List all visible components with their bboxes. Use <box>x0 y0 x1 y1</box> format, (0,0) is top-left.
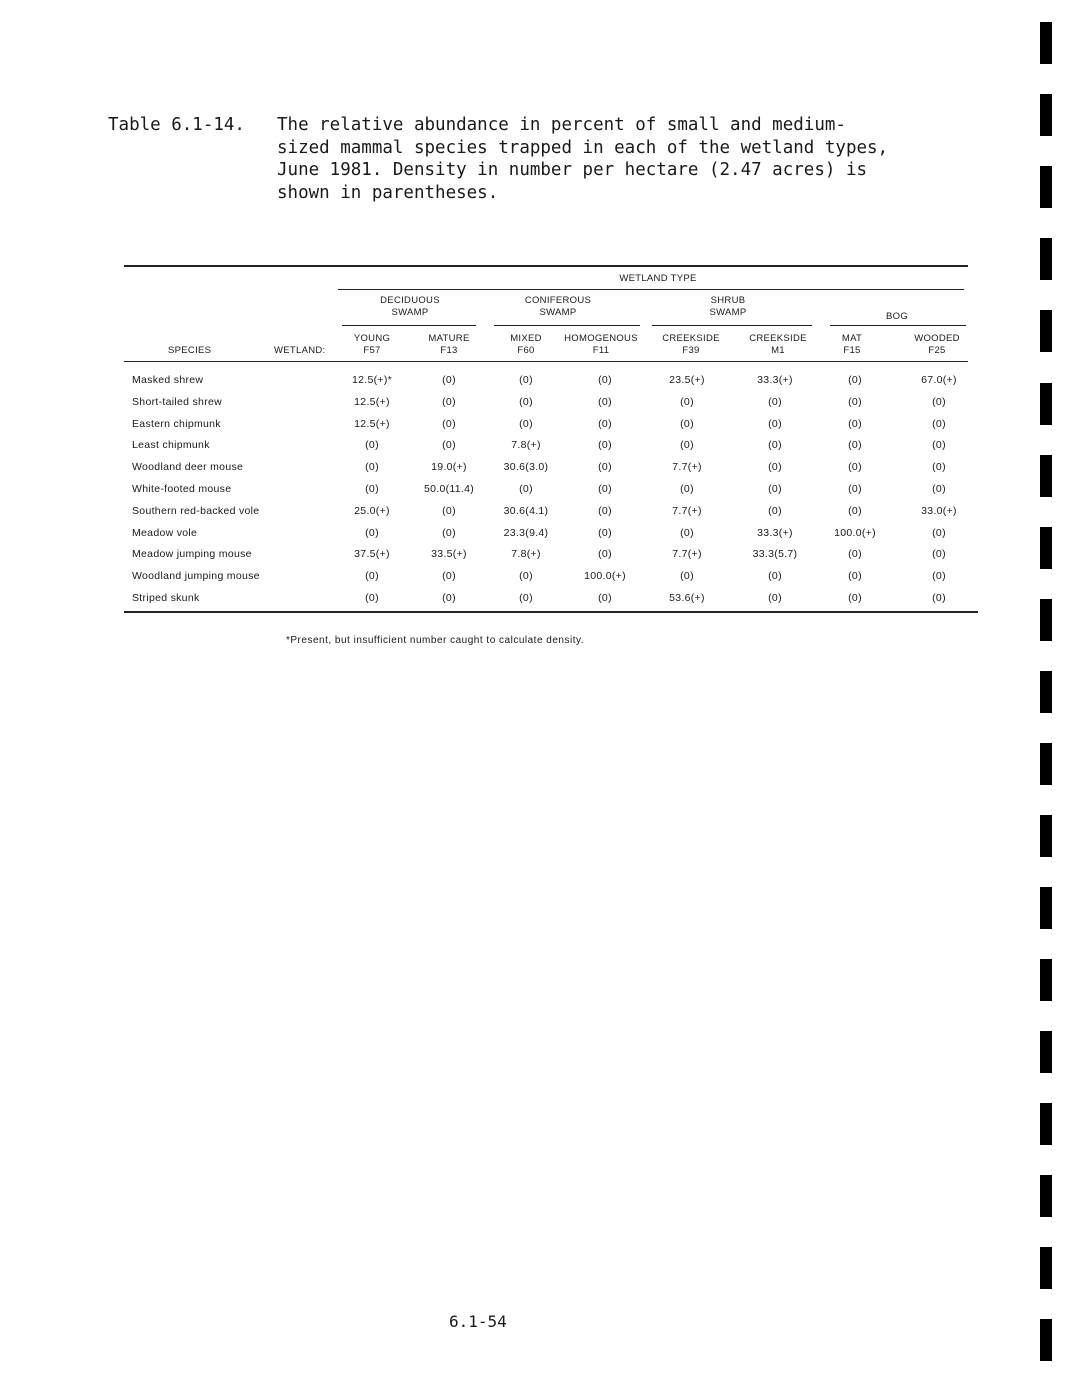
binder-mark <box>1040 815 1052 857</box>
table-cell: (0) <box>848 504 862 517</box>
table-row <box>0 592 1069 613</box>
table-cell: (0) <box>768 570 782 583</box>
table-cell: 19.0(+) <box>431 461 467 474</box>
column-header: CREEKSIDE F39 <box>662 333 720 356</box>
table-cell: 50.0(11.4) <box>423 483 475 495</box>
table-cell: 12.5(+) <box>354 417 390 430</box>
table-cell: (0) <box>519 483 533 495</box>
table-cell: 25.0(+) <box>354 504 390 517</box>
table-cell: (0) <box>768 439 782 452</box>
table-cell: (0) <box>598 592 612 604</box>
wetland-header: WETLAND: <box>274 345 326 356</box>
table-row <box>0 483 1069 504</box>
table-row <box>0 570 1069 591</box>
table-cell: (0) <box>932 417 946 430</box>
caption-line: The relative abundance in percent of small and medium- <box>277 115 846 135</box>
table-cell: (0) <box>768 592 782 604</box>
binder-mark <box>1040 166 1052 208</box>
table-cell: 67.0(+) <box>921 374 957 386</box>
species-name: Southern red-backed vole <box>132 504 260 517</box>
table-cell: (0) <box>848 417 862 430</box>
binder-mark <box>1040 1247 1052 1289</box>
table-cell: (0) <box>848 395 862 408</box>
header-rule <box>124 361 968 362</box>
group-header-deciduous: DECIDUOUS SWAMP <box>380 295 440 318</box>
table-cell: (0) <box>932 526 946 539</box>
binder-mark <box>1040 22 1052 64</box>
table-cell: (0) <box>768 504 782 517</box>
table-cell: 30.6(4.1) <box>503 504 549 517</box>
table-cell: (0) <box>680 395 694 408</box>
species-name: Meadow vole <box>132 526 198 539</box>
column-header: CREEKSIDE M1 <box>749 333 807 356</box>
table-row <box>0 505 1069 526</box>
table-cell: 7.8(+) <box>511 548 541 561</box>
group-rule <box>342 325 476 326</box>
caption-line: shown in parentheses. <box>277 182 499 203</box>
table-cell: (0) <box>680 570 694 583</box>
table-cell: 33.3(+) <box>757 374 793 386</box>
binder-mark <box>1040 1103 1052 1145</box>
table-cell: (0) <box>365 526 379 539</box>
table-cell: (0) <box>442 504 456 517</box>
table-cell: 30.6(3.0) <box>503 461 549 474</box>
column-header: MATURE F13 <box>428 333 470 356</box>
table-cell: (0) <box>442 570 456 583</box>
table-cell: 7.7(+) <box>672 548 702 561</box>
table-cell: (0) <box>442 374 456 386</box>
table-row <box>0 527 1069 548</box>
bottom-rule <box>124 611 978 613</box>
binder-mark <box>1040 959 1052 1001</box>
binder-mark <box>1040 238 1052 280</box>
table-cell: (0) <box>598 548 612 561</box>
table-cell: 23.3(9.4) <box>503 526 549 539</box>
column-header: MAT F15 <box>841 333 863 356</box>
table-row <box>0 461 1069 482</box>
caption-line: June 1981. Density in number per hectare (2.47 acres) is <box>277 160 868 180</box>
binder-mark <box>1040 671 1052 713</box>
table-cell: (0) <box>519 395 533 408</box>
table-cell: 7.7(+) <box>672 461 702 474</box>
table-cell: (0) <box>932 592 946 604</box>
table-cell: (0) <box>932 461 946 474</box>
table-cell: (0) <box>932 483 946 495</box>
table-footnote: *Present, but insufficient number caught to calculate density. <box>286 635 585 646</box>
table-cell: (0) <box>932 570 946 583</box>
table-label: Table 6.1-14. <box>108 115 245 135</box>
table-cell: (0) <box>680 417 694 430</box>
table-cell: (0) <box>680 439 694 452</box>
column-header: MIXED F60 <box>510 333 542 356</box>
table-cell: (0) <box>519 570 533 583</box>
table-cell: 33.3(+) <box>757 526 793 539</box>
species-name: Short-tailed shrew <box>132 395 223 408</box>
table-cell: 7.8(+) <box>511 439 541 452</box>
table-cell: (0) <box>598 417 612 430</box>
table-cell: (0) <box>598 504 612 517</box>
column-header: HOMOGENOUS F11 <box>564 333 638 356</box>
species-header: SPECIES <box>168 345 212 356</box>
species-name: Meadow jumping mouse <box>132 548 252 561</box>
table-row <box>0 439 1069 460</box>
group-rule <box>830 325 966 326</box>
binder-mark <box>1040 455 1052 497</box>
column-header: YOUNG F57 <box>353 333 391 356</box>
caption-text <box>277 114 937 204</box>
table-row <box>0 374 1069 395</box>
table-cell: (0) <box>598 395 612 408</box>
group-header-coniferous: CONIFEROUS SWAMP <box>524 295 592 318</box>
group-rule <box>652 325 812 326</box>
group-header-bog: BOG <box>885 311 909 322</box>
binder-mark <box>1040 599 1052 641</box>
wetland-type-header: WETLAND TYPE <box>619 273 697 284</box>
table-cell: (0) <box>365 592 379 604</box>
species-name: Woodland jumping mouse <box>132 570 260 583</box>
table-cell: (0) <box>365 570 379 583</box>
table-cell: (0) <box>848 483 862 495</box>
table-cell: (0) <box>932 548 946 561</box>
table-cell: (0) <box>598 526 612 539</box>
binder-mark <box>1040 1031 1052 1073</box>
table-cell: (0) <box>598 439 612 452</box>
table-row <box>0 548 1069 569</box>
table-cell: 37.5(+) <box>354 548 390 561</box>
table-cell: (0) <box>848 548 862 561</box>
table-cell: (0) <box>442 417 456 430</box>
table-cell: (0) <box>519 592 533 604</box>
binder-mark <box>1040 94 1052 136</box>
table-cell: 33.3(5.7) <box>752 548 798 561</box>
table-row <box>0 418 1069 439</box>
group-rule <box>494 325 640 326</box>
table-cell: (0) <box>768 461 782 474</box>
table-cell: 12.5(+) <box>354 395 390 408</box>
species-name: Striped skunk <box>132 592 200 604</box>
caption-line: sized mammal species trapped in each of the wetland types, <box>277 137 889 158</box>
table-cell: (0) <box>519 417 533 430</box>
table-row <box>0 396 1069 417</box>
table-cell: (0) <box>932 395 946 408</box>
table-cell: 100.0(+) <box>834 526 876 539</box>
binder-mark <box>1040 743 1052 785</box>
table-cell: (0) <box>848 461 862 474</box>
binder-mark <box>1040 383 1052 425</box>
table-cell: (0) <box>442 592 456 604</box>
table-cell: (0) <box>598 483 612 495</box>
table-cell: (0) <box>598 461 612 474</box>
group-header-shrub: SHRUB SWAMP <box>709 295 747 318</box>
table-cell: 33.5(+) <box>431 548 467 561</box>
column-header: WOODED F25 <box>914 333 960 356</box>
table-cell: 100.0(+) <box>584 570 626 583</box>
species-name: White-footed mouse <box>132 483 232 495</box>
table-cell: 53.6(+) <box>669 592 705 604</box>
table-cell: (0) <box>848 374 862 386</box>
table-cell: (0) <box>442 395 456 408</box>
table-cell: (0) <box>848 592 862 604</box>
table-cell: (0) <box>365 483 379 495</box>
table-cell: (0) <box>442 439 456 452</box>
binder-mark <box>1040 1319 1052 1361</box>
binder-mark <box>1040 887 1052 929</box>
page-number: 6.1-54 <box>449 1312 507 1331</box>
table-cell: (0) <box>768 483 782 495</box>
table-cell: (0) <box>768 395 782 408</box>
table-cell: 7.7(+) <box>672 504 702 517</box>
species-name: Eastern chipmunk <box>132 417 221 430</box>
table-cell: (0) <box>442 526 456 539</box>
table-cell: (0) <box>680 526 694 539</box>
top-rule <box>124 265 968 267</box>
super-header-rule <box>338 289 964 290</box>
table-cell: 23.5(+) <box>669 374 705 386</box>
table-cell: (0) <box>848 439 862 452</box>
table-cell: (0) <box>848 570 862 583</box>
table-cell: (0) <box>932 439 946 452</box>
table-cell: (0) <box>365 461 379 474</box>
binder-mark <box>1040 527 1052 569</box>
table-cell: (0) <box>598 374 612 386</box>
table-cell: (0) <box>768 417 782 430</box>
table-cell: 33.0(+) <box>921 504 957 517</box>
binder-mark <box>1040 310 1052 352</box>
table-cell: (0) <box>680 483 694 495</box>
binder-mark <box>1040 1175 1052 1217</box>
species-name: Masked shrew <box>132 374 204 386</box>
table-cell: (0) <box>365 439 379 452</box>
species-name: Least chipmunk <box>132 439 210 452</box>
table-cell: 12.5(+)* <box>351 374 393 386</box>
species-name: Woodland deer mouse <box>132 461 244 474</box>
table-cell: (0) <box>519 374 533 386</box>
